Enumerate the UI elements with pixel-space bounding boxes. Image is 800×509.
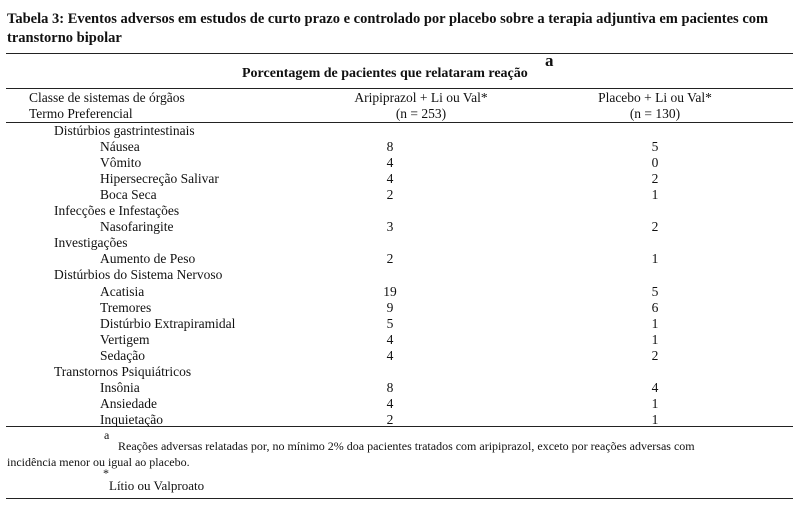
table-top-rule <box>6 53 793 54</box>
category-label: Distúrbios do Sistema Nervoso <box>54 267 223 283</box>
term-label: Ansiedade <box>100 395 157 411</box>
footnote-a-text-line2: incidência menor ou igual ao placebo. <box>7 455 190 469</box>
header-rule <box>6 88 793 89</box>
term-label: Boca Seca <box>100 187 157 203</box>
category-label: Infecções e Infestações <box>54 203 180 219</box>
footnote-a-text-line1: Reações adversas relatadas por, no mínimo 2% doa pacientes tratados com aripiprazol, exceto por reações adversas com <box>118 439 695 453</box>
col-header-placebo-n: (n = 130) <box>629 106 681 121</box>
term-label: Inquietação <box>100 411 163 427</box>
placebo-value: 1 <box>651 187 659 203</box>
aripiprazol-value: 2 <box>386 251 394 267</box>
placebo-value: 5 <box>651 283 659 299</box>
term-label: Insônia <box>100 379 140 395</box>
placebo-value: 2 <box>651 219 659 235</box>
placebo-value: 1 <box>651 331 659 347</box>
aripiprazol-value: 3 <box>386 219 394 235</box>
term-label: Acatisia <box>100 283 145 299</box>
col-header-aripiprazol-n: (n = 253) <box>395 106 447 121</box>
placebo-value: 1 <box>651 411 659 427</box>
term-label: Vertigem <box>100 331 150 347</box>
header-superscript: a <box>545 51 554 70</box>
aripiprazol-value: 4 <box>386 171 394 187</box>
table-title: Tabela 3: Eventos adversos em estudos de curto prazo e controlado por placebo sobre a terapia adjuntiva em pacientes com transtorno bipolar <box>7 11 769 46</box>
term-label: Náusea <box>100 139 140 155</box>
table-bottom-rule <box>6 426 793 427</box>
footnote-a-marker: a <box>104 428 110 442</box>
aripiprazol-value: 8 <box>386 139 394 155</box>
placebo-value: 1 <box>651 251 659 267</box>
col-header-aripiprazol: Aripiprazol + Li ou Val* <box>354 90 488 105</box>
placebo-value: 1 <box>651 315 659 331</box>
aripiprazol-value: 4 <box>386 395 394 411</box>
term-label: Sedação <box>100 347 145 363</box>
aripiprazol-value: 19 <box>383 283 397 299</box>
header-span-label: Porcentagem de pacientes que relataram reação <box>242 66 528 81</box>
placebo-value: 2 <box>651 171 659 187</box>
aripiprazol-value: 2 <box>386 411 394 427</box>
placebo-value: 0 <box>651 155 659 171</box>
category-label: Distúrbios gastrintestinais <box>54 123 195 138</box>
aripiprazol-value: 4 <box>386 347 394 363</box>
placebo-value: 4 <box>651 379 659 395</box>
placebo-value: 6 <box>651 299 659 315</box>
term-label: Vômito <box>100 155 142 171</box>
aripiprazol-value: 4 <box>386 155 394 171</box>
footnote-star-text: Lítio ou Valproato <box>109 478 205 493</box>
col-header-system-class: Classe de sistemas de órgãos <box>29 90 185 105</box>
term-label: Hipersecreção Salivar <box>100 171 219 187</box>
footnote-star-marker: * <box>103 466 109 480</box>
term-label: Nasofaringite <box>100 219 174 235</box>
aripiprazol-value: 9 <box>386 299 394 315</box>
category-label: Investigações <box>54 235 128 251</box>
placebo-value: 5 <box>651 139 659 155</box>
col-header-preferred-term: Termo Preferencial <box>29 106 133 121</box>
placebo-value: 2 <box>651 347 659 363</box>
col-header-placebo: Placebo + Li ou Val* <box>598 90 712 105</box>
placebo-value: 1 <box>651 395 659 411</box>
aripiprazol-value: 4 <box>386 331 394 347</box>
aripiprazol-value: 5 <box>386 315 394 331</box>
category-label: Transtornos Psiquiátricos <box>54 363 192 379</box>
aripiprazol-value: 8 <box>386 379 394 395</box>
term-label: Distúrbio Extrapiramidal <box>100 315 236 331</box>
term-label: Aumento de Peso <box>100 251 196 267</box>
page-bottom-rule <box>6 498 793 499</box>
aripiprazol-value: 2 <box>386 187 394 203</box>
term-label: Tremores <box>100 299 152 315</box>
